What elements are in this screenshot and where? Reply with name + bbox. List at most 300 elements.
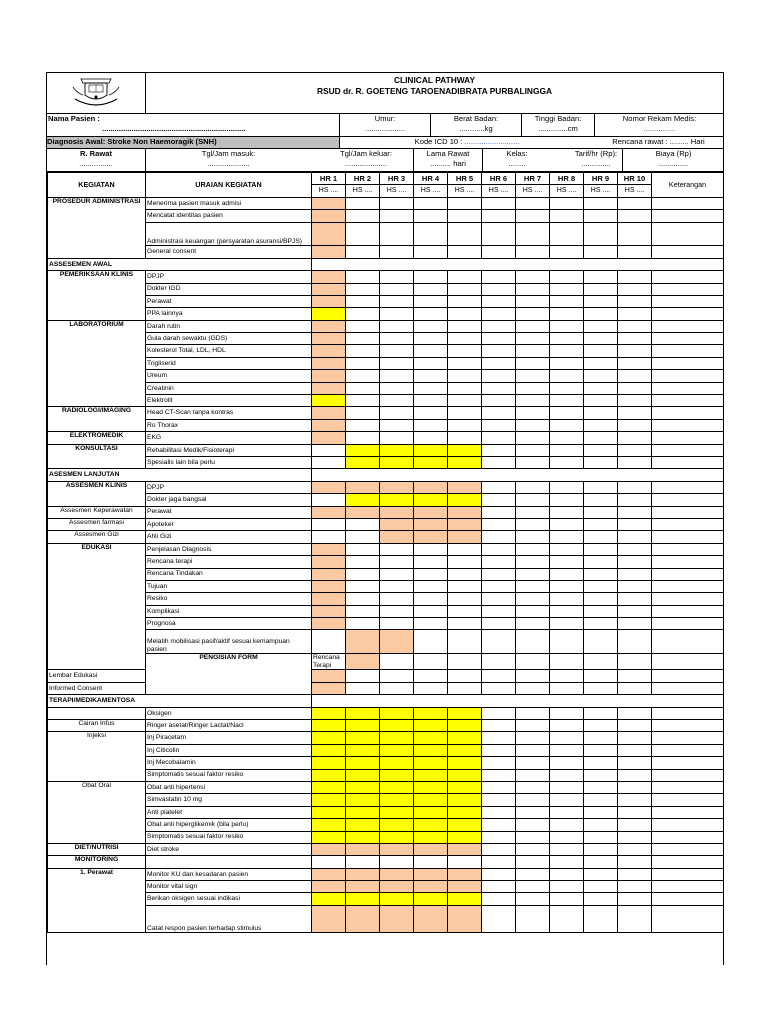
- day-6-check-cell[interactable]: [482, 481, 516, 493]
- keterangan-cell[interactable]: [652, 320, 724, 332]
- day-3-check-cell[interactable]: [380, 670, 414, 682]
- day-1-check-cell[interactable]: [312, 320, 346, 332]
- keterangan-cell[interactable]: [652, 732, 724, 744]
- day-6-check-cell[interactable]: [482, 506, 516, 518]
- day-10-check-cell[interactable]: [618, 308, 652, 320]
- keterangan-cell[interactable]: [652, 444, 724, 456]
- day-4-check-cell[interactable]: [414, 670, 448, 682]
- day-9-check-cell[interactable]: [584, 593, 618, 605]
- day-3-check-cell[interactable]: [380, 295, 414, 307]
- discharge-date-field[interactable]: ....................: [344, 159, 388, 168]
- day-10-check-cell[interactable]: [618, 580, 652, 592]
- day-9-check-cell[interactable]: [584, 444, 618, 456]
- day-9-check-cell[interactable]: [584, 556, 618, 568]
- day-7-check-cell[interactable]: [516, 246, 550, 258]
- day-9-check-cell[interactable]: [584, 618, 618, 630]
- day-4-check-cell[interactable]: [414, 395, 448, 407]
- day-5-check-cell[interactable]: [448, 881, 482, 893]
- day-3-check-cell[interactable]: [380, 794, 414, 806]
- day-6-check-cell[interactable]: [482, 905, 516, 932]
- day-2-check-cell[interactable]: [346, 197, 380, 209]
- day-9-check-cell[interactable]: [584, 769, 618, 781]
- day-2-check-cell[interactable]: [346, 432, 380, 444]
- day-8-check-cell[interactable]: [550, 345, 584, 357]
- day-10-check-cell[interactable]: [652, 654, 724, 670]
- day-1-check-cell[interactable]: [312, 271, 346, 283]
- day-10-check-cell[interactable]: [618, 744, 652, 756]
- day-1-check-cell[interactable]: [312, 881, 346, 893]
- day-7-check-cell[interactable]: [516, 806, 550, 818]
- day-8-check-cell[interactable]: [550, 197, 584, 209]
- day-10-check-cell[interactable]: [618, 806, 652, 818]
- keterangan-cell[interactable]: [652, 769, 724, 781]
- day-7-check-cell[interactable]: [516, 543, 550, 555]
- keterangan-cell[interactable]: [652, 744, 724, 756]
- day-3-check-cell[interactable]: [380, 531, 414, 543]
- day-10-check-cell[interactable]: [618, 407, 652, 419]
- day-4-check-cell[interactable]: [414, 682, 448, 694]
- day-1-check-cell[interactable]: [312, 419, 346, 431]
- day-2-check-cell[interactable]: [346, 370, 380, 382]
- day-10-check-cell[interactable]: [618, 419, 652, 431]
- day-4-check-cell[interactable]: [414, 444, 448, 456]
- day-8-check-cell[interactable]: [550, 494, 584, 506]
- day-1-check-cell[interactable]: [312, 605, 346, 617]
- keterangan-cell[interactable]: [652, 419, 724, 431]
- day-10-check-cell[interactable]: [618, 518, 652, 530]
- keterangan-cell[interactable]: [652, 457, 724, 469]
- day-8-check-cell[interactable]: [550, 295, 584, 307]
- day-5-check-cell[interactable]: [448, 893, 482, 905]
- day-7-check-cell[interactable]: [516, 893, 550, 905]
- day-2-check-cell[interactable]: [346, 568, 380, 580]
- day-2-check-cell[interactable]: [346, 246, 380, 258]
- day-1-check-cell[interactable]: [312, 769, 346, 781]
- day-9-check-cell[interactable]: [584, 210, 618, 222]
- day-5-check-cell[interactable]: [448, 580, 482, 592]
- day-6-check-cell[interactable]: [482, 781, 516, 793]
- day-1-check-cell[interactable]: [312, 481, 346, 493]
- day-9-check-cell[interactable]: [584, 308, 618, 320]
- day-8-check-cell[interactable]: [550, 518, 584, 530]
- day-2-check-cell[interactable]: [346, 831, 380, 843]
- day-4-check-cell[interactable]: [414, 432, 448, 444]
- day-8-check-cell[interactable]: [550, 444, 584, 456]
- day-5-check-cell[interactable]: [448, 345, 482, 357]
- keterangan-cell[interactable]: [652, 580, 724, 592]
- day-10-check-cell[interactable]: [618, 605, 652, 617]
- keterangan-cell[interactable]: [652, 757, 724, 769]
- day-3-check-cell[interactable]: [414, 654, 448, 670]
- day-10-check-cell[interactable]: [618, 506, 652, 518]
- keterangan-cell[interactable]: [652, 568, 724, 580]
- day-4-check-cell[interactable]: [414, 295, 448, 307]
- day-2-check-cell[interactable]: [380, 654, 414, 670]
- day-7-check-cell[interactable]: [516, 494, 550, 506]
- day-8-check-cell[interactable]: [550, 370, 584, 382]
- day-9-check-cell[interactable]: [584, 543, 618, 555]
- day-4-check-cell[interactable]: [414, 707, 448, 719]
- day-6-check-cell[interactable]: [482, 531, 516, 543]
- day-2-check-cell[interactable]: [346, 580, 380, 592]
- day-8-check-cell[interactable]: [550, 543, 584, 555]
- day-9-check-cell[interactable]: [584, 893, 618, 905]
- day-6-check-cell[interactable]: [482, 345, 516, 357]
- day-10-check-cell[interactable]: [618, 531, 652, 543]
- keterangan-cell[interactable]: [652, 271, 724, 283]
- day-2-check-cell[interactable]: [346, 905, 380, 932]
- day-4-check-cell[interactable]: [414, 197, 448, 209]
- day-7-check-cell[interactable]: [516, 444, 550, 456]
- day-4-check-cell[interactable]: [414, 819, 448, 831]
- day-7-check-cell[interactable]: [516, 707, 550, 719]
- day-7-check-cell[interactable]: [516, 556, 550, 568]
- day-7-check-cell[interactable]: [516, 283, 550, 295]
- day-7-check-cell[interactable]: [516, 222, 550, 246]
- day-5-check-cell[interactable]: [448, 543, 482, 555]
- day-2-check-cell[interactable]: [346, 682, 380, 694]
- day-5-check-cell[interactable]: [448, 246, 482, 258]
- day-6-check-cell[interactable]: [482, 320, 516, 332]
- day-8-check-cell[interactable]: [550, 506, 584, 518]
- day-6-check-cell[interactable]: [482, 843, 516, 855]
- keterangan-cell[interactable]: [652, 283, 724, 295]
- day-8-check-cell[interactable]: [550, 407, 584, 419]
- day-1-check-cell[interactable]: [312, 407, 346, 419]
- day-1-check-cell[interactable]: [312, 357, 346, 369]
- day-7-check-cell[interactable]: [516, 630, 550, 654]
- day-1-check-cell[interactable]: [312, 732, 346, 744]
- day-9-check-cell[interactable]: [584, 395, 618, 407]
- day-6-check-cell[interactable]: [482, 568, 516, 580]
- day-3-check-cell[interactable]: [380, 806, 414, 818]
- day-8-check-cell[interactable]: [584, 654, 618, 670]
- day-5-check-cell[interactable]: [448, 357, 482, 369]
- day-1-check-cell[interactable]: [312, 670, 346, 682]
- day-2-check-cell[interactable]: [346, 357, 380, 369]
- day-4-check-cell[interactable]: [414, 345, 448, 357]
- day-1-check-cell[interactable]: [312, 370, 346, 382]
- day-4-check-cell[interactable]: [414, 543, 448, 555]
- day-10-check-cell[interactable]: [618, 357, 652, 369]
- day-8-check-cell[interactable]: [550, 593, 584, 605]
- day-5-check-cell[interactable]: [448, 432, 482, 444]
- day-3-check-cell[interactable]: [380, 333, 414, 345]
- day-5-check-cell[interactable]: [448, 707, 482, 719]
- day-4-check-cell[interactable]: [414, 618, 448, 630]
- day-3-check-cell[interactable]: [380, 222, 414, 246]
- keterangan-cell[interactable]: [652, 605, 724, 617]
- day-4-check-cell[interactable]: [414, 531, 448, 543]
- day-2-check-cell[interactable]: [346, 444, 380, 456]
- day-4-check-cell[interactable]: [414, 580, 448, 592]
- day-1-check-cell[interactable]: [312, 781, 346, 793]
- day-10-check-cell[interactable]: [618, 794, 652, 806]
- day-1-check-cell[interactable]: [312, 457, 346, 469]
- day-9-check-cell[interactable]: [584, 494, 618, 506]
- day-1-check-cell[interactable]: [312, 345, 346, 357]
- day-7-check-cell[interactable]: [516, 831, 550, 843]
- day-5-check-cell[interactable]: [448, 457, 482, 469]
- keterangan-cell[interactable]: [652, 382, 724, 394]
- day-1-check-cell[interactable]: [312, 506, 346, 518]
- day-3-check-cell[interactable]: [380, 831, 414, 843]
- day-2-check-cell[interactable]: [346, 506, 380, 518]
- day-7-check-cell[interactable]: [516, 271, 550, 283]
- day-3-check-cell[interactable]: [380, 630, 414, 654]
- day-5-check-cell[interactable]: [448, 868, 482, 880]
- day-7-check-cell[interactable]: [550, 654, 584, 670]
- day-5-check-cell[interactable]: [448, 407, 482, 419]
- day-8-check-cell[interactable]: [550, 246, 584, 258]
- day-7-check-cell[interactable]: [516, 432, 550, 444]
- day-1-check-cell[interactable]: [312, 308, 346, 320]
- day-4-check-cell[interactable]: [414, 769, 448, 781]
- day-5-check-cell[interactable]: [448, 781, 482, 793]
- day-8-check-cell[interactable]: [550, 395, 584, 407]
- day-3-check-cell[interactable]: [380, 781, 414, 793]
- day-4-check-cell[interactable]: [414, 744, 448, 756]
- day-1-check-cell[interactable]: [312, 197, 346, 209]
- day-8-check-cell[interactable]: [550, 432, 584, 444]
- day-10-check-cell[interactable]: [618, 197, 652, 209]
- day-6-check-cell[interactable]: [482, 222, 516, 246]
- day-2-check-cell[interactable]: [346, 457, 380, 469]
- day-9-check-cell[interactable]: [584, 843, 618, 855]
- day-9-check-cell[interactable]: [584, 794, 618, 806]
- day-10-check-cell[interactable]: [618, 543, 652, 555]
- day-7-check-cell[interactable]: [516, 568, 550, 580]
- day-2-check-cell[interactable]: [346, 856, 380, 868]
- day-9-check-cell[interactable]: [584, 720, 618, 732]
- day-6-check-cell[interactable]: [482, 580, 516, 592]
- day-2-check-cell[interactable]: [346, 769, 380, 781]
- keterangan-cell[interactable]: [652, 295, 724, 307]
- day-6-check-cell[interactable]: [482, 682, 516, 694]
- keterangan-cell[interactable]: [652, 518, 724, 530]
- day-5-check-cell[interactable]: [448, 630, 482, 654]
- day-4-check-cell[interactable]: [414, 568, 448, 580]
- class-field[interactable]: ........: [508, 159, 526, 168]
- day-2-check-cell[interactable]: [346, 494, 380, 506]
- day-4-check-cell[interactable]: [414, 457, 448, 469]
- day-10-check-cell[interactable]: [618, 831, 652, 843]
- day-1-check-cell[interactable]: [312, 432, 346, 444]
- day-2-check-cell[interactable]: [346, 843, 380, 855]
- day-6-check-cell[interactable]: [516, 654, 550, 670]
- day-2-check-cell[interactable]: [346, 630, 380, 654]
- day-9-check-cell[interactable]: [584, 682, 618, 694]
- day-8-check-cell[interactable]: [550, 905, 584, 932]
- day-1-check-cell[interactable]: [312, 905, 346, 932]
- day-8-check-cell[interactable]: [550, 333, 584, 345]
- day-9-check-cell[interactable]: [584, 357, 618, 369]
- day-3-check-cell[interactable]: [380, 543, 414, 555]
- day-10-check-cell[interactable]: [618, 494, 652, 506]
- day-5-check-cell[interactable]: [448, 320, 482, 332]
- day-2-check-cell[interactable]: [346, 618, 380, 630]
- day-7-check-cell[interactable]: [516, 320, 550, 332]
- day-8-check-cell[interactable]: [550, 843, 584, 855]
- day-10-check-cell[interactable]: [618, 618, 652, 630]
- day-9-check-cell[interactable]: [584, 831, 618, 843]
- day-1-check-cell[interactable]: [312, 246, 346, 258]
- day-2-check-cell[interactable]: [346, 531, 380, 543]
- day-4-check-cell[interactable]: [414, 881, 448, 893]
- day-10-check-cell[interactable]: [618, 222, 652, 246]
- keterangan-cell[interactable]: [652, 781, 724, 793]
- day-4-check-cell[interactable]: [414, 630, 448, 654]
- day-5-check-cell[interactable]: [448, 556, 482, 568]
- day-3-check-cell[interactable]: [380, 568, 414, 580]
- keterangan-cell[interactable]: [652, 556, 724, 568]
- day-2-check-cell[interactable]: [346, 893, 380, 905]
- day-7-check-cell[interactable]: [516, 457, 550, 469]
- day-10-check-cell[interactable]: [618, 720, 652, 732]
- day-4-check-cell[interactable]: [414, 222, 448, 246]
- day-1-check-cell[interactable]: [312, 531, 346, 543]
- day-9-check-cell[interactable]: [584, 382, 618, 394]
- day-3-check-cell[interactable]: [380, 769, 414, 781]
- day-6-check-cell[interactable]: [482, 720, 516, 732]
- day-3-check-cell[interactable]: [380, 320, 414, 332]
- day-9-check-cell[interactable]: [584, 345, 618, 357]
- day-5-check-cell[interactable]: [448, 856, 482, 868]
- day-8-check-cell[interactable]: [550, 707, 584, 719]
- day-1-check-cell[interactable]: [312, 283, 346, 295]
- day-4-check-cell[interactable]: [414, 357, 448, 369]
- day-3-check-cell[interactable]: [380, 757, 414, 769]
- day-4-check-cell[interactable]: [414, 407, 448, 419]
- keterangan-cell[interactable]: [652, 531, 724, 543]
- day-3-check-cell[interactable]: [380, 210, 414, 222]
- day-2-check-cell[interactable]: [346, 605, 380, 617]
- day-8-check-cell[interactable]: [550, 382, 584, 394]
- keterangan-cell[interactable]: [652, 670, 724, 682]
- keterangan-cell[interactable]: [652, 395, 724, 407]
- day-5-check-cell[interactable]: [448, 720, 482, 732]
- day-6-check-cell[interactable]: [482, 630, 516, 654]
- keterangan-cell[interactable]: [652, 333, 724, 345]
- day-2-check-cell[interactable]: [346, 707, 380, 719]
- day-2-check-cell[interactable]: [346, 333, 380, 345]
- day-8-check-cell[interactable]: [550, 618, 584, 630]
- day-9-check-cell[interactable]: [584, 295, 618, 307]
- day-4-check-cell[interactable]: [414, 320, 448, 332]
- icd-field[interactable]: ..........................: [464, 137, 520, 146]
- day-3-check-cell[interactable]: [380, 744, 414, 756]
- day-8-check-cell[interactable]: [550, 580, 584, 592]
- day-10-check-cell[interactable]: [618, 333, 652, 345]
- day-7-check-cell[interactable]: [516, 781, 550, 793]
- day-8-check-cell[interactable]: [550, 556, 584, 568]
- day-3-check-cell[interactable]: [380, 580, 414, 592]
- day-7-check-cell[interactable]: [516, 605, 550, 617]
- day-7-check-cell[interactable]: [516, 843, 550, 855]
- day-6-check-cell[interactable]: [482, 593, 516, 605]
- day-3-check-cell[interactable]: [380, 370, 414, 382]
- day-6-check-cell[interactable]: [482, 618, 516, 630]
- day-10-check-cell[interactable]: [618, 481, 652, 493]
- day-3-check-cell[interactable]: [380, 382, 414, 394]
- day-7-check-cell[interactable]: [516, 333, 550, 345]
- day-4-check-cell[interactable]: [414, 308, 448, 320]
- day-7-check-cell[interactable]: [516, 531, 550, 543]
- day-4-check-cell[interactable]: [414, 856, 448, 868]
- day-6-check-cell[interactable]: [482, 881, 516, 893]
- day-6-check-cell[interactable]: [482, 605, 516, 617]
- day-3-check-cell[interactable]: [380, 819, 414, 831]
- day-6-check-cell[interactable]: [482, 432, 516, 444]
- day-6-check-cell[interactable]: [482, 494, 516, 506]
- weight-field[interactable]: ............kg: [459, 124, 493, 133]
- day-9-check-cell[interactable]: [584, 333, 618, 345]
- day-6-check-cell[interactable]: [482, 670, 516, 682]
- day-8-check-cell[interactable]: [550, 481, 584, 493]
- day-3-check-cell[interactable]: [380, 494, 414, 506]
- day-2-check-cell[interactable]: [346, 407, 380, 419]
- keterangan-cell[interactable]: [652, 856, 724, 868]
- day-1-check-cell[interactable]: [312, 868, 346, 880]
- day-3-check-cell[interactable]: [380, 856, 414, 868]
- day-9-check-cell[interactable]: [584, 881, 618, 893]
- keterangan-cell[interactable]: [652, 543, 724, 555]
- day-5-check-cell[interactable]: [448, 210, 482, 222]
- day-10-check-cell[interactable]: [618, 444, 652, 456]
- room-field[interactable]: ................: [79, 159, 113, 168]
- day-5-check-cell[interactable]: [482, 654, 516, 670]
- keterangan-cell[interactable]: [652, 222, 724, 246]
- day-9-check-cell[interactable]: [584, 407, 618, 419]
- day-8-check-cell[interactable]: [550, 320, 584, 332]
- day-2-check-cell[interactable]: [346, 518, 380, 530]
- day-8-check-cell[interactable]: [550, 831, 584, 843]
- day-10-check-cell[interactable]: [618, 682, 652, 694]
- keterangan-cell[interactable]: [652, 630, 724, 654]
- day-10-check-cell[interactable]: [618, 868, 652, 880]
- day-5-check-cell[interactable]: [448, 794, 482, 806]
- day-3-check-cell[interactable]: [380, 732, 414, 744]
- day-10-check-cell[interactable]: [618, 905, 652, 932]
- day-3-check-cell[interactable]: [380, 682, 414, 694]
- day-8-check-cell[interactable]: [550, 732, 584, 744]
- day-7-check-cell[interactable]: [516, 506, 550, 518]
- day-8-check-cell[interactable]: [550, 856, 584, 868]
- day-5-check-cell[interactable]: [448, 843, 482, 855]
- day-10-check-cell[interactable]: [618, 246, 652, 258]
- day-2-check-cell[interactable]: [346, 720, 380, 732]
- day-7-check-cell[interactable]: [516, 905, 550, 932]
- keterangan-cell[interactable]: [652, 806, 724, 818]
- day-7-check-cell[interactable]: [516, 308, 550, 320]
- day-5-check-cell[interactable]: [448, 757, 482, 769]
- day-5-check-cell[interactable]: [448, 819, 482, 831]
- day-4-check-cell[interactable]: [414, 905, 448, 932]
- day-1-check-cell[interactable]: [312, 707, 346, 719]
- day-6-check-cell[interactable]: [482, 246, 516, 258]
- day-9-check-cell[interactable]: [584, 819, 618, 831]
- day-8-check-cell[interactable]: [550, 568, 584, 580]
- day-3-check-cell[interactable]: [380, 395, 414, 407]
- day-5-check-cell[interactable]: [448, 905, 482, 932]
- day-5-check-cell[interactable]: [448, 419, 482, 431]
- day-6-check-cell[interactable]: [482, 757, 516, 769]
- day-3-check-cell[interactable]: [380, 246, 414, 258]
- day-10-check-cell[interactable]: [618, 843, 652, 855]
- day-5-check-cell[interactable]: [448, 682, 482, 694]
- day-9-check-cell[interactable]: [584, 457, 618, 469]
- day-2-check-cell[interactable]: [346, 670, 380, 682]
